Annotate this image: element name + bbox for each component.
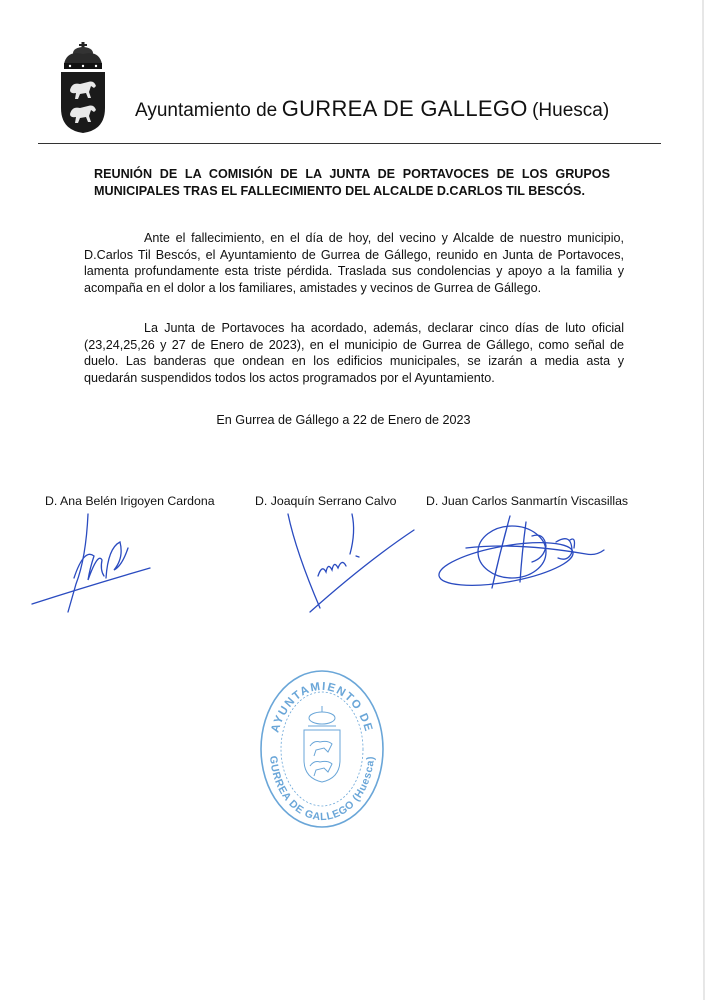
signature-2 [286,512,421,617]
signatory-name-2: D. Joaquín Serrano Calvo [255,494,397,508]
seal-text-top: AYUNTAMIENTO DE [269,680,375,734]
signature-1 [28,508,158,618]
coat-of-arms-icon [58,42,108,134]
org-prefix: Ayuntamiento de [135,100,278,121]
letterhead-title [135,96,609,122]
svg-text:GURREA DE GALLEGO (Huesca) [267,755,377,823]
paragraph-1 [84,230,624,296]
dateline: En Gurrea de Gállego a 22 de Enero de 2023 [216,413,471,427]
header-divider [38,143,661,144]
paragraph-2 [84,320,624,386]
signatory-name-1: D. Ana Belén Irigoyen Cardona [45,494,215,508]
signatory-name-3: D. Juan Carlos Sanmartín Viscasillas [426,494,629,508]
seal-text-bottom: GURREA DE GALLEGO (Huesca) [267,755,377,824]
document-heading: REUNIÓN DE LA COMISIÓN DE LA JUNTA DE PORTAVOCES DE LOS GRUPOS MUNICIPALES TRAS EL FALLECIMIENTO DEL ALCALDE D.CARLOS TIL BESCÓS. [94,167,610,198]
signature-3 [436,512,616,597]
org-name: GURREA DE GALLEGO [281,96,528,121]
scan-edge [699,0,707,1000]
paragraph-2-text: La Junta de Portavoces ha acordado, además, declarar cinco días de luto oficial (23,24,25,26 y 27 de Enero de 2023), en el municipio de Gurrea de Gállego, como señal de duelo. Las banderas que ondean en los edificios municipales, se izarán a media asta y quedarán suspendidos todos los actos programados por el Ayuntamiento. [84,321,624,385]
seal-crest-icon [304,706,340,782]
official-seal [258,668,386,830]
paragraph-1-text: Ante el fallecimiento, en el día de hoy, del vecino y Alcalde de nuestro municipio, D.Carlos Til Bescós, el Ayuntamiento de Gurrea de Gállego, reunido en Junta de Portavoces, lamenta profundamente esta triste pérdida. Traslada sus condolencias y apoyo a la familia y acompaña en el dolor a los familiares, amistades y vecinos de Gurrea de Gállego. [84,231,624,295]
org-province: (Huesca) [532,100,610,121]
